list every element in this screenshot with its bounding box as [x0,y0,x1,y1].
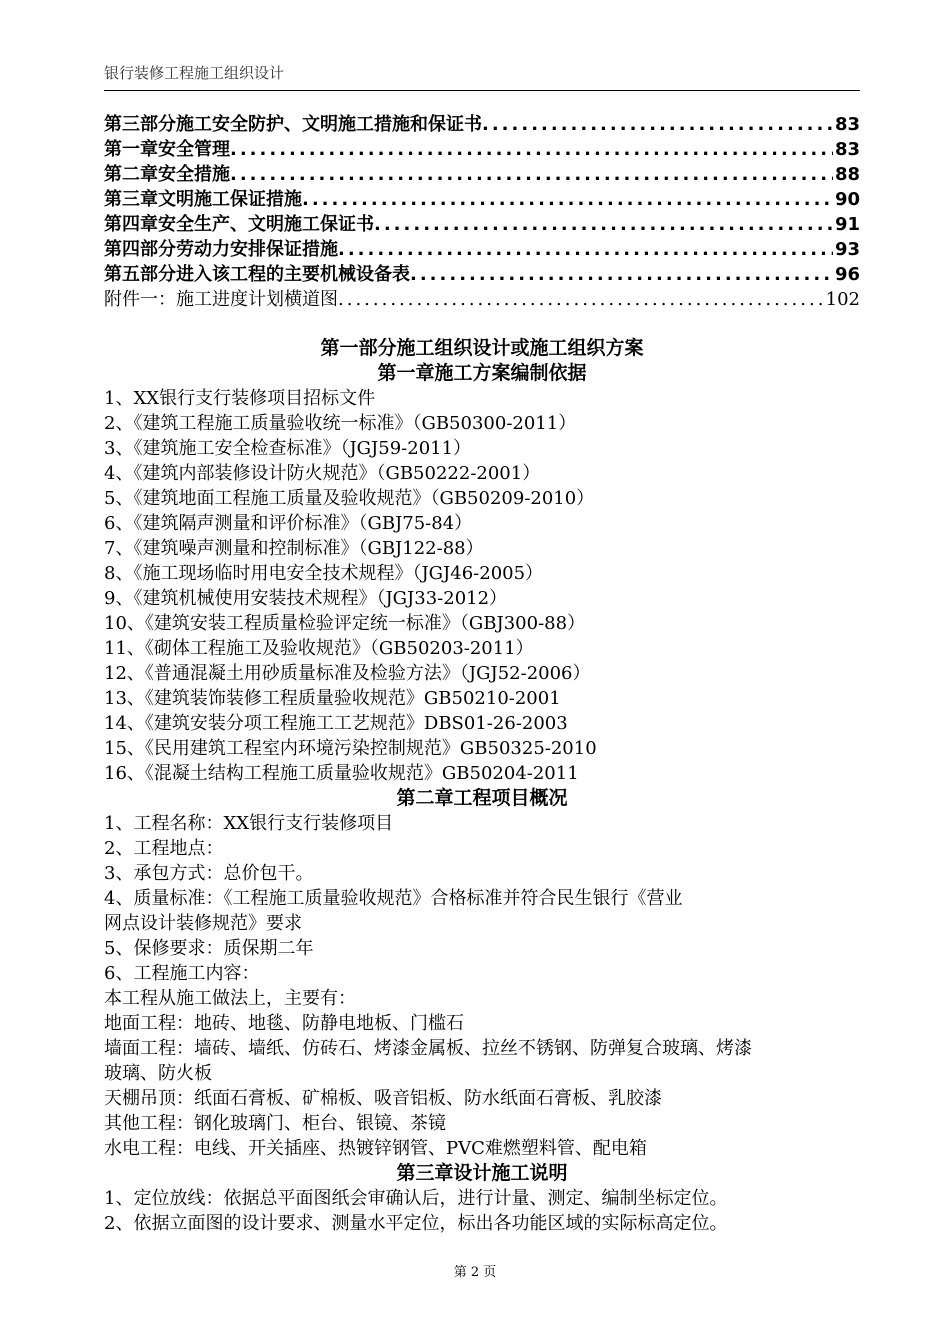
body-line: 6、《建筑隔声测量和评价标准》（GBJ75-84） [104,513,473,534]
body-line: 16、《混凝土结构工程施工质量验收规范》GB50204-2011 [104,763,579,784]
body-line: 2、工程地点： [104,838,224,859]
toc-entry-page: 83 [834,139,860,160]
body-line: 5、《建筑地面工程施工质量及验收规范》（GB50209-2010） [104,488,595,509]
body-line: 1、工程名称：XX银行支行装修项目 [104,813,394,834]
body-line: 3、承包方式：总价包干。 [104,863,314,884]
toc-entry[interactable] [104,112,860,137]
body-line: 9、《建筑机械使用安装技术规程》（JGJ33-2012） [104,588,508,609]
body-line: 墙面工程：墙砖、墙纸、仿砖石、烤漆金属板、拉丝不锈钢、防弹复合玻璃、烤漆 [104,1038,752,1059]
toc-entry-title: 第五部分进入该工程的主要机械设备表 [104,264,410,285]
body-line: 天棚吊顶：纸面石膏板、矿棉板、吸音铝板、防水纸面石膏板、乳胶漆 [104,1088,662,1109]
body-line: 玻璃、防火板 [104,1063,212,1084]
document-body [104,336,860,1236]
body-line: 6、工程施工内容： [104,963,260,984]
body-line: 11、《砌体工程施工及验收规范》（GB50203-2011） [104,638,534,659]
toc-entry[interactable] [104,237,860,262]
body-line: 网点设计装修规范》要求 [104,913,302,934]
body-line: 14、《建筑安装分项工程施工工艺规范》DBS01-26-2003 [104,713,568,734]
body-line: 15、《民用建筑工程室内环境污染控制规范》GB50325-2010 [104,738,597,759]
table-of-contents [104,112,860,312]
page-number: 第 2 页 [453,1265,497,1280]
section-heading: 第三章设计施工说明 [396,1162,568,1184]
header-divider [104,90,860,91]
toc-entry[interactable] [104,137,860,162]
toc-entry[interactable] [104,262,860,287]
toc-entry[interactable] [104,212,860,237]
toc-entry[interactable] [104,287,860,312]
section-heading: 第一章施工方案编制依据 [377,362,587,384]
toc-entry-page: 102 [825,289,860,310]
body-line: 2、依据立面图的设计要求、测量水平定位，标出各功能区域的实际标高定位。 [104,1213,728,1234]
toc-leader-dots [338,237,833,262]
body-line: 5、保修要求：质保期二年 [104,938,314,959]
section-heading: 第二章工程项目概况 [396,787,568,809]
toc-leader-dots [338,287,824,312]
body-line: 2、《建筑工程施工质量验收统一标准》（GB50300-2011） [104,413,577,434]
body-line: 其他工程：钢化玻璃门、柜台、银镜、茶镜 [104,1113,446,1134]
toc-leader-dots [230,162,833,187]
body-line: 1、定位放线：依据总平面图纸会审确认后，进行计量、测定、编制坐标定位。 [104,1188,728,1209]
toc-entry-title: 第四部分劳动力安排保证措施 [104,239,338,260]
toc-entry-title: 第二章安全措施 [104,164,230,185]
toc-entry-title: 第四章安全生产、文明施工保证书 [104,214,374,235]
toc-entry-title: 附件一：施工进度计划横道图 [104,289,338,310]
toc-entry-page: 96 [834,264,860,285]
toc-entry-title: 第三部分施工安全防护、文明施工措施和保证书 [104,114,482,135]
body-line: 10、《建筑安装工程质量检验评定统一标准》（GBJ300-88） [104,613,586,634]
body-line: 1、XX银行支行装修项目招标文件 [104,388,376,409]
body-line: 4、《建筑内部装修设计防火规范》（GB50222-2001） [104,463,541,484]
toc-entry-title: 第一章安全管理 [104,139,230,160]
body-line: 8、《施工现场临时用电安全技术规程》（JGJ46-2005） [104,563,544,584]
toc-leader-dots [302,187,833,212]
body-line: 12、《普通混凝土用砂质量标准及检验方法》（JGJ52-2006） [104,663,591,684]
toc-entry-page: 88 [834,164,860,185]
toc-entry-page: 93 [834,239,860,260]
body-line: 3、《建筑施工安全检查标准》（JGJ59-2011） [104,438,472,459]
toc-leader-dots [410,262,833,287]
body-line: 7、《建筑噪声测量和控制标准》（GBJ122-88） [104,538,484,559]
body-line: 13、《建筑装饰装修工程质量验收规范》GB50210-2001 [104,688,561,709]
page-header: 银行装修工程施工组织设计 [104,64,285,82]
toc-entry-page: 90 [834,189,860,210]
body-line: 4、质量标准：《工程施工质量验收规范》合格标准并符合民生银行《营业 [104,888,683,909]
toc-entry[interactable] [104,187,860,212]
toc-entry-page: 83 [834,114,860,135]
section-heading: 第一部分施工组织设计或施工组织方案 [320,337,644,359]
body-line: 本工程从施工做法上，主要有： [104,988,356,1009]
toc-entry-title: 第三章文明施工保证措施 [104,189,302,210]
body-line: 水电工程：电线、开关插座、热镀锌钢管、PVC难燃塑料管、配电箱 [104,1138,647,1159]
toc-entry[interactable] [104,162,860,187]
body-line: 地面工程：地砖、地毯、防静电地板、门槛石 [104,1013,464,1034]
toc-entry-page: 91 [834,214,860,235]
toc-leader-dots [374,212,833,237]
toc-leader-dots [482,112,833,137]
toc-leader-dots [230,137,833,162]
